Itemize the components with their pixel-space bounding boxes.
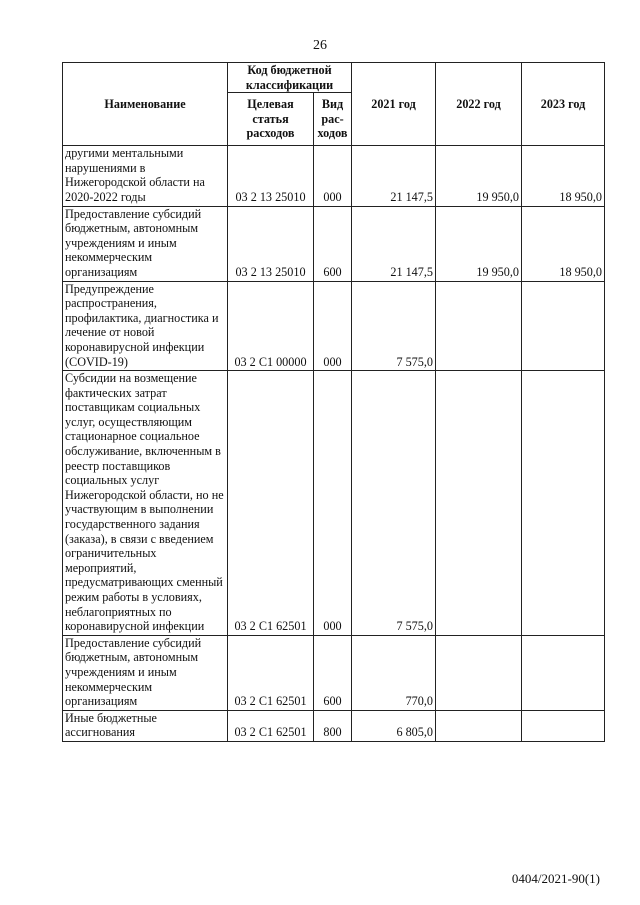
row-2022 [436, 635, 522, 710]
row-kind: 800 [314, 710, 352, 741]
row-2023 [522, 710, 605, 741]
row-kind: 600 [314, 206, 352, 281]
row-name: Субсидии на возмещение фактических затрат поставщикам социальных услуг, осуществляющим стационарное социальное обслуживание, включенным в реестр поставщиков социальных услуг Нижегородской области, но не участвующим в выполнении государственного задания (заказа), в связи с введением ограничительных мероприятий, предусматривающих сменный режим работы в условиях, неблагоприятных по коронавирусной инфекции [63, 371, 228, 636]
header-code-group: Код бюджетной классификации [228, 63, 352, 93]
row-name: Предоставление субсидий бюджетным, автономным учреждениям и иным некоммерческим организациям [63, 206, 228, 281]
row-2022 [436, 281, 522, 371]
row-2023 [522, 371, 605, 636]
row-code: 03 2 C1 62501 [228, 371, 314, 636]
header-name: Наименование [63, 63, 228, 146]
row-2022: 19 950,0 [436, 206, 522, 281]
row-kind: 000 [314, 281, 352, 371]
table-row [63, 710, 605, 741]
row-2021: 6 805,0 [352, 710, 436, 741]
row-code: 03 2 13 25010 [228, 206, 314, 281]
document-code: 0404/2021-90(1) [511, 871, 600, 886]
row-2022 [436, 371, 522, 636]
row-2023: 18 950,0 [522, 206, 605, 281]
row-kind: 000 [314, 371, 352, 636]
table-row [63, 206, 605, 281]
page-number: 26 [313, 38, 327, 53]
header-2023: 2023 год [522, 63, 605, 146]
row-2022 [436, 710, 522, 741]
row-code: 03 2 C1 00000 [228, 281, 314, 371]
row-2021: 7 575,0 [352, 371, 436, 636]
row-code: 03 2 13 25010 [228, 146, 314, 206]
row-kind: 000 [314, 146, 352, 206]
row-name: Предупреждение распространения, профилактика, диагностика и лечение от новой коронавирусной инфекции (COVID-19) [63, 281, 228, 371]
row-kind: 600 [314, 635, 352, 710]
table-row [63, 635, 605, 710]
row-name: Предоставление субсидий бюджетным, автономным учреждениям и иным некоммерческим организациям [63, 635, 228, 710]
row-2021: 770,0 [352, 635, 436, 710]
table-row [63, 146, 605, 206]
row-2021: 21 147,5 [352, 206, 436, 281]
row-2023 [522, 635, 605, 710]
row-2023: 18 950,0 [522, 146, 605, 206]
table-row [63, 281, 605, 371]
row-2021: 21 147,5 [352, 146, 436, 206]
row-2022: 19 950,0 [436, 146, 522, 206]
budget-table [62, 62, 605, 742]
row-code: 03 2 C1 62501 [228, 710, 314, 741]
row-2023 [522, 281, 605, 371]
row-2021: 7 575,0 [352, 281, 436, 371]
header-2022: 2022 год [436, 63, 522, 146]
header-target-article: Целевая статья расходов [228, 93, 314, 146]
row-name: Иные бюджетные ассигнования [63, 710, 228, 741]
row-code: 03 2 C1 62501 [228, 635, 314, 710]
table-header-row [63, 63, 605, 93]
header-expense-kind: Вид рас-ходов [314, 93, 352, 146]
row-name: другими ментальными нарушениями в Нижегородской области на 2020-2022 годы [63, 146, 228, 206]
table-row [63, 371, 605, 636]
header-2021: 2021 год [352, 63, 436, 146]
